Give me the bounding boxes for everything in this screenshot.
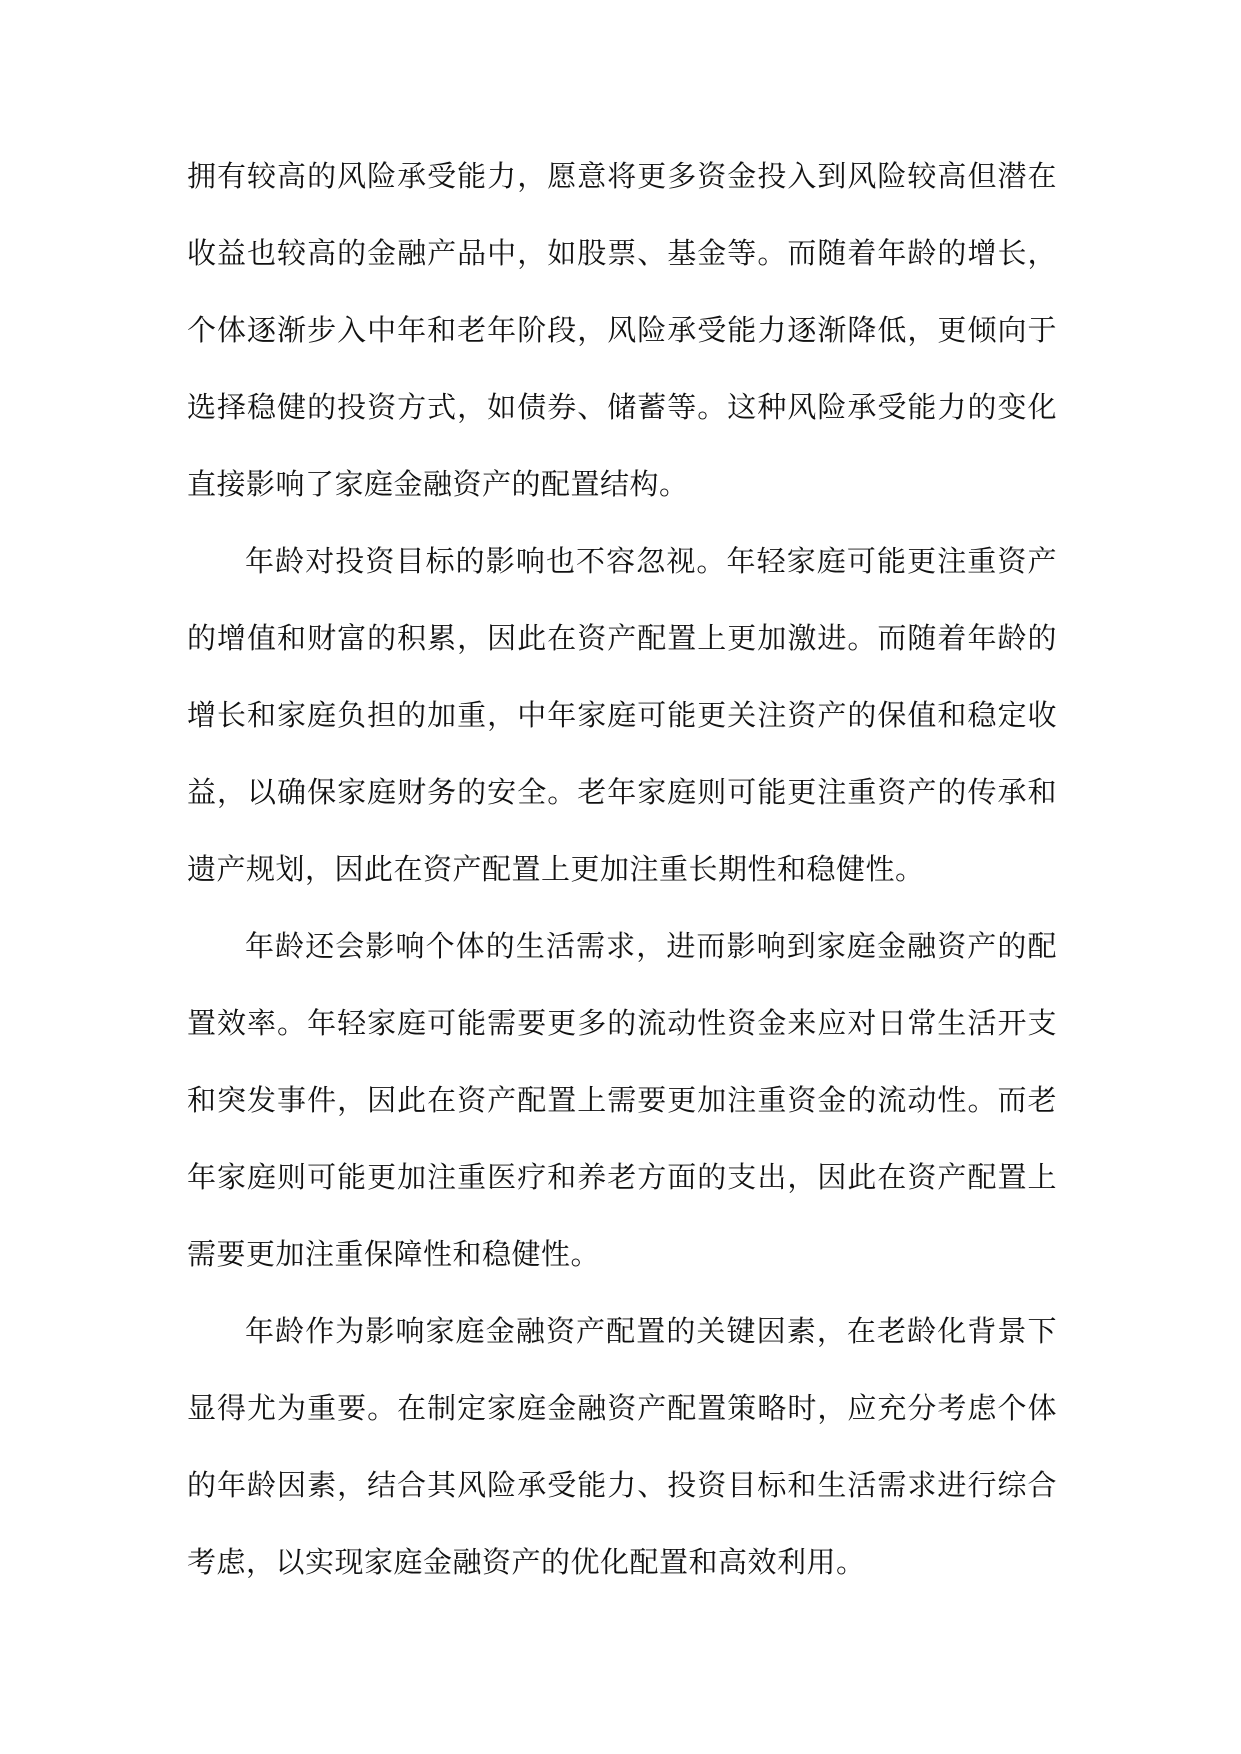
- paragraph-2: 年龄对投资目标的影响也不容忽视。年轻家庭可能更注重资产的增值和财富的积累，因此在资产配置上更加激进。而随着年龄的增长和家庭负担的加重，中年家庭可能更关注资产的保值和稳定收益，以确保家庭财务的安全。老年家庭则可能更注重资产的传承和遗产规划，因此在资产配置上更加注重长期性和稳健性。: [187, 544, 1057, 886]
- document-body: [187, 138, 1057, 1601]
- paragraph-3: 年龄还会影响个体的生活需求，进而影响到家庭金融资产的配置效率。年轻家庭可能需要更多的流动性资金来应对日常生活开支和突发事件，因此在资产配置上需要更加注重资金的流动性。而老年家庭则可能更加注重医疗和养老方面的支出，因此在资产配置上需要更加注重保障性和稳健性。: [187, 929, 1057, 1271]
- paragraph-1: 拥有较高的风险承受能力，愿意将更多资金投入到风险较高但潜在收益也较高的金融产品中，如股票、基金等。而随着年龄的增长，个体逐渐步入中年和老年阶段，风险承受能力逐渐降低，更倾向于选择稳健的投资方式，如债券、储蓄等。这种风险承受能力的变化直接影响了家庭金融资产的配置结构。: [187, 159, 1057, 501]
- paragraph-4: 年龄作为影响家庭金融资产配置的关键因素，在老龄化背景下显得尤为重要。在制定家庭金融资产配置策略时，应充分考虑个体的年龄因素，结合其风险承受能力、投资目标和生活需求进行综合考虑，以实现家庭金融资产的优化配置和高效利用。: [187, 1314, 1057, 1579]
